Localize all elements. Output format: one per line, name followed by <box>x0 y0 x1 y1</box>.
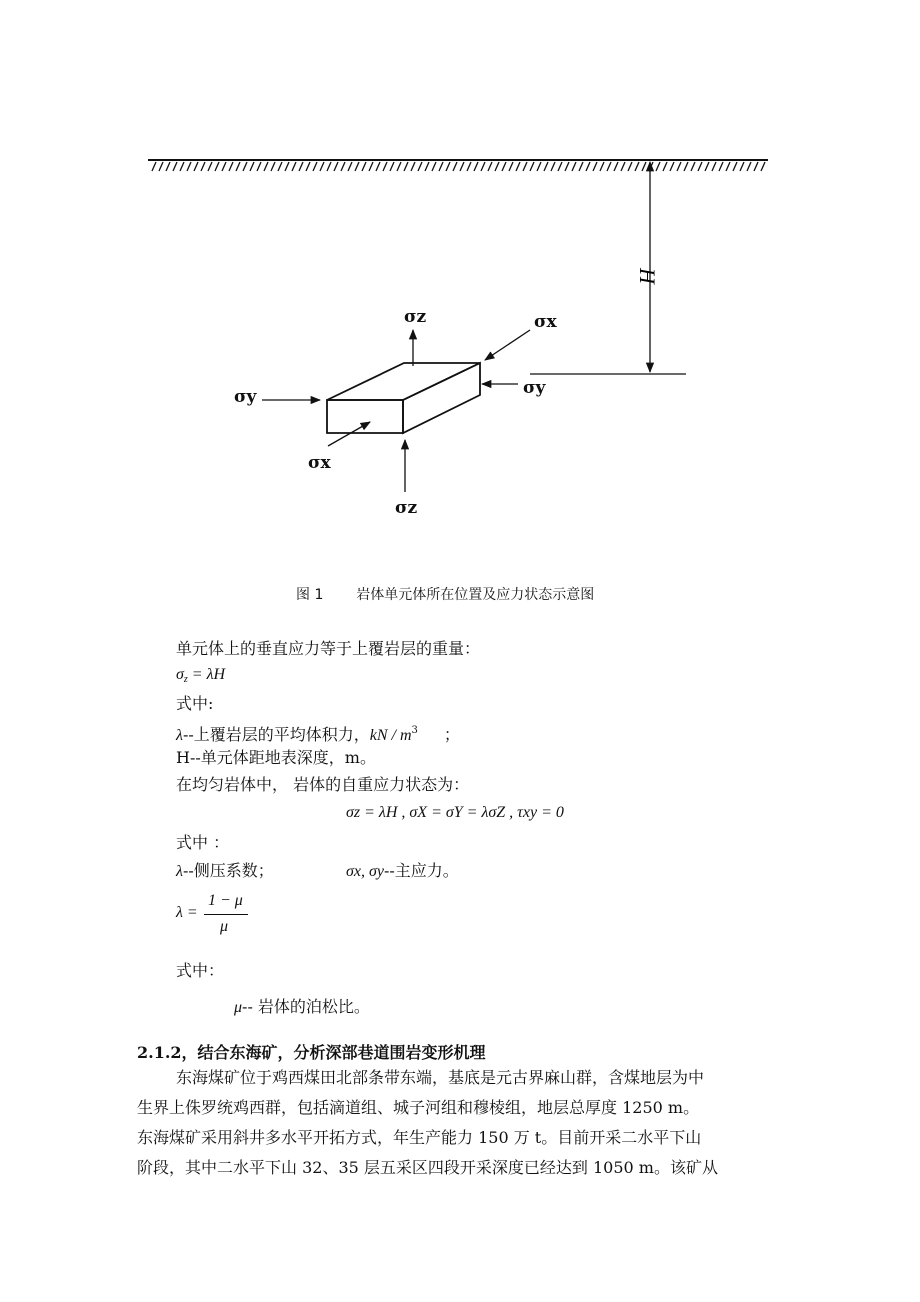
hatch-mark <box>390 162 394 171</box>
hatch-mark <box>656 162 660 171</box>
hatch-mark <box>257 162 261 171</box>
hatch-mark <box>250 162 254 171</box>
hatch-mark <box>551 162 555 171</box>
equation-vertical-stress <box>176 666 225 685</box>
h-definition: H--单元体距地表深度，m。 <box>176 748 376 767</box>
hatch-mark <box>180 162 184 171</box>
hatch-mark <box>243 162 247 171</box>
hatch-mark <box>628 162 632 171</box>
hatch-mark <box>481 162 485 171</box>
label-sigma-z-bottom: σz <box>395 498 418 518</box>
rock-element-box <box>327 363 480 433</box>
hatch-mark <box>558 162 562 171</box>
hatch-mark <box>306 162 310 171</box>
hatch-mark <box>579 162 583 171</box>
stress-state-diagram <box>0 0 920 560</box>
label-sigma-y-right: σy <box>523 378 546 398</box>
hatch-mark <box>502 162 506 171</box>
hatch-mark <box>607 162 611 171</box>
hatch-mark <box>474 162 478 171</box>
paragraph-line-3: 东海煤矿采用斜井多水平开拓方式，年生产能力 150 万 t。目前开采二水平下山 <box>137 1128 702 1147</box>
hatch-mark <box>705 162 709 171</box>
hatch-mark <box>614 162 618 171</box>
principal-text: --主应力。 <box>383 861 459 880</box>
hatch-mark <box>362 162 366 171</box>
mu-symbol: μ <box>234 999 243 1016</box>
hatch-mark <box>369 162 373 171</box>
fraction-lhs: λ = <box>176 904 198 921</box>
hatch-mark <box>684 162 688 171</box>
hatch-mark <box>432 162 436 171</box>
hatch-mark <box>523 162 527 171</box>
hatch-mark <box>215 162 219 171</box>
hatch-mark <box>747 162 751 171</box>
hatch-mark <box>292 162 296 171</box>
hatch-mark <box>229 162 233 171</box>
figure-title: 岩体单元体所在位置及应力状态示意图 <box>356 587 595 603</box>
hatch-mark <box>264 162 268 171</box>
hatch-mark <box>327 162 331 171</box>
hatch-mark <box>572 162 576 171</box>
hatch-mark <box>236 162 240 171</box>
hatch-mark <box>425 162 429 171</box>
hatch-mark <box>698 162 702 171</box>
lambda-symbol: λ <box>176 727 183 744</box>
hatch-mark <box>418 162 422 171</box>
lambda-unit: kN / m <box>369 727 412 744</box>
hatch-mark <box>278 162 282 171</box>
hatch-mark <box>446 162 450 171</box>
where-label-3: 式中： <box>176 961 225 980</box>
lambda-text: --上覆岩层的平均体积力， <box>182 725 370 744</box>
label-sigma-y-left: σy <box>234 387 257 407</box>
hatch-mark <box>712 162 716 171</box>
hatch-mark <box>341 162 345 171</box>
hatch-mark <box>271 162 275 171</box>
hatch-mark <box>663 162 667 171</box>
hatch-mark <box>173 162 177 171</box>
hatch-mark <box>677 162 681 171</box>
hatch-mark <box>453 162 457 171</box>
hatch-mark <box>691 162 695 171</box>
principal-symbol: σx, σy <box>346 863 384 880</box>
hatch-mark <box>194 162 198 171</box>
lambda-definition <box>176 720 460 747</box>
hatch-mark <box>208 162 212 171</box>
hatch-mark <box>719 162 723 171</box>
paragraph-line-1: 东海煤矿位于鸡西煤田北部条带东端，基底是元古界麻山群，含煤地层为中 <box>176 1068 705 1087</box>
section-heading: 2.1.2，结合东海矿，分析深部巷道围岩变形机理 <box>137 1043 486 1062</box>
hatch-mark <box>509 162 513 171</box>
equation-gravity-stress: σz = λH , σX = σY = λσZ , τxy = 0 <box>346 804 564 821</box>
hatch-mark <box>726 162 730 171</box>
hatch-mark <box>299 162 303 171</box>
hatch-mark <box>152 162 156 171</box>
hatch-mark <box>635 162 639 171</box>
hatch-mark <box>495 162 499 171</box>
hatch-mark <box>488 162 492 171</box>
hatch-mark <box>397 162 401 171</box>
hatch-mark <box>159 162 163 171</box>
figure-number: 图 1 <box>296 587 324 603</box>
hatch-mark <box>187 162 191 171</box>
paragraph-line-2: 生界上侏罗统鸡西群，包括滴道组、城子河组和穆棱组，地层总厚度 1250 m。 <box>137 1098 700 1117</box>
hatch-mark <box>565 162 569 171</box>
depth-label-H: H <box>635 268 660 284</box>
fraction-bar <box>204 914 248 915</box>
hatch-mark <box>670 162 674 171</box>
hatch-mark <box>222 162 226 171</box>
uniform-rock-line: 在均匀岩体中， 岩体的自重应力状态为： <box>176 775 470 794</box>
eq1-rhs: = λH <box>187 666 226 683</box>
hatch-mark <box>166 162 170 171</box>
paragraph-line-4: 阶段，其中二水平下山 32、35 层五采区四段开采深度已经达到 1050 m。该矿从 <box>137 1158 718 1177</box>
ground-hatching <box>152 162 765 171</box>
hatch-mark <box>600 162 604 171</box>
hatch-mark <box>383 162 387 171</box>
eq1-sub: z <box>183 674 188 685</box>
hatch-mark <box>593 162 597 171</box>
figure-caption <box>296 584 594 604</box>
mu-text: -- 岩体的泊松比。 <box>242 997 370 1016</box>
hatch-mark <box>460 162 464 171</box>
label-sigma-x-right: σx <box>534 312 557 332</box>
hatch-mark <box>467 162 471 171</box>
hatch-mark <box>348 162 352 171</box>
principal-stress-definition <box>346 860 459 883</box>
eq1-sigma: σ <box>176 666 184 683</box>
hatch-mark <box>334 162 338 171</box>
label-sigma-x-left: σx <box>308 453 331 473</box>
hatch-mark <box>586 162 590 171</box>
lambda-unit-exp: 3 <box>411 725 418 736</box>
hatch-mark <box>761 162 765 171</box>
hatch-mark <box>376 162 380 171</box>
lambda-end: ； <box>443 725 460 744</box>
sigma-x-left-arrow <box>328 422 370 446</box>
hatch-mark <box>740 162 744 171</box>
hatch-mark <box>439 162 443 171</box>
where-label-1: 式中: <box>176 694 214 713</box>
hatch-mark <box>516 162 520 171</box>
hatch-mark <box>355 162 359 171</box>
hatch-mark <box>411 162 415 171</box>
fraction-denominator: μ <box>220 918 229 935</box>
hatch-mark <box>201 162 205 171</box>
hatch-mark <box>544 162 548 171</box>
hatch-mark <box>754 162 758 171</box>
where-label-2: 式中 ： <box>176 833 230 852</box>
hatch-mark <box>530 162 534 171</box>
hatch-mark <box>621 162 625 171</box>
lambda2-symbol: λ <box>176 863 183 880</box>
hatch-mark <box>285 162 289 171</box>
hatch-mark <box>537 162 541 171</box>
hatch-mark <box>313 162 317 171</box>
fraction-numerator: 1 − μ <box>208 892 243 909</box>
hatch-mark <box>733 162 737 171</box>
sigma-x-right-arrow <box>485 330 530 360</box>
lateral-coefficient-definition <box>176 860 274 883</box>
poisson-definition <box>234 996 370 1019</box>
intro-line: 单元体上的垂直应力等于上覆岩层的重量： <box>176 639 481 658</box>
hatch-mark <box>404 162 408 171</box>
lambda2-text: --侧压系数； <box>182 861 274 880</box>
hatch-mark <box>642 162 646 171</box>
label-sigma-z-top: σz <box>404 307 427 327</box>
hatch-mark <box>320 162 324 171</box>
